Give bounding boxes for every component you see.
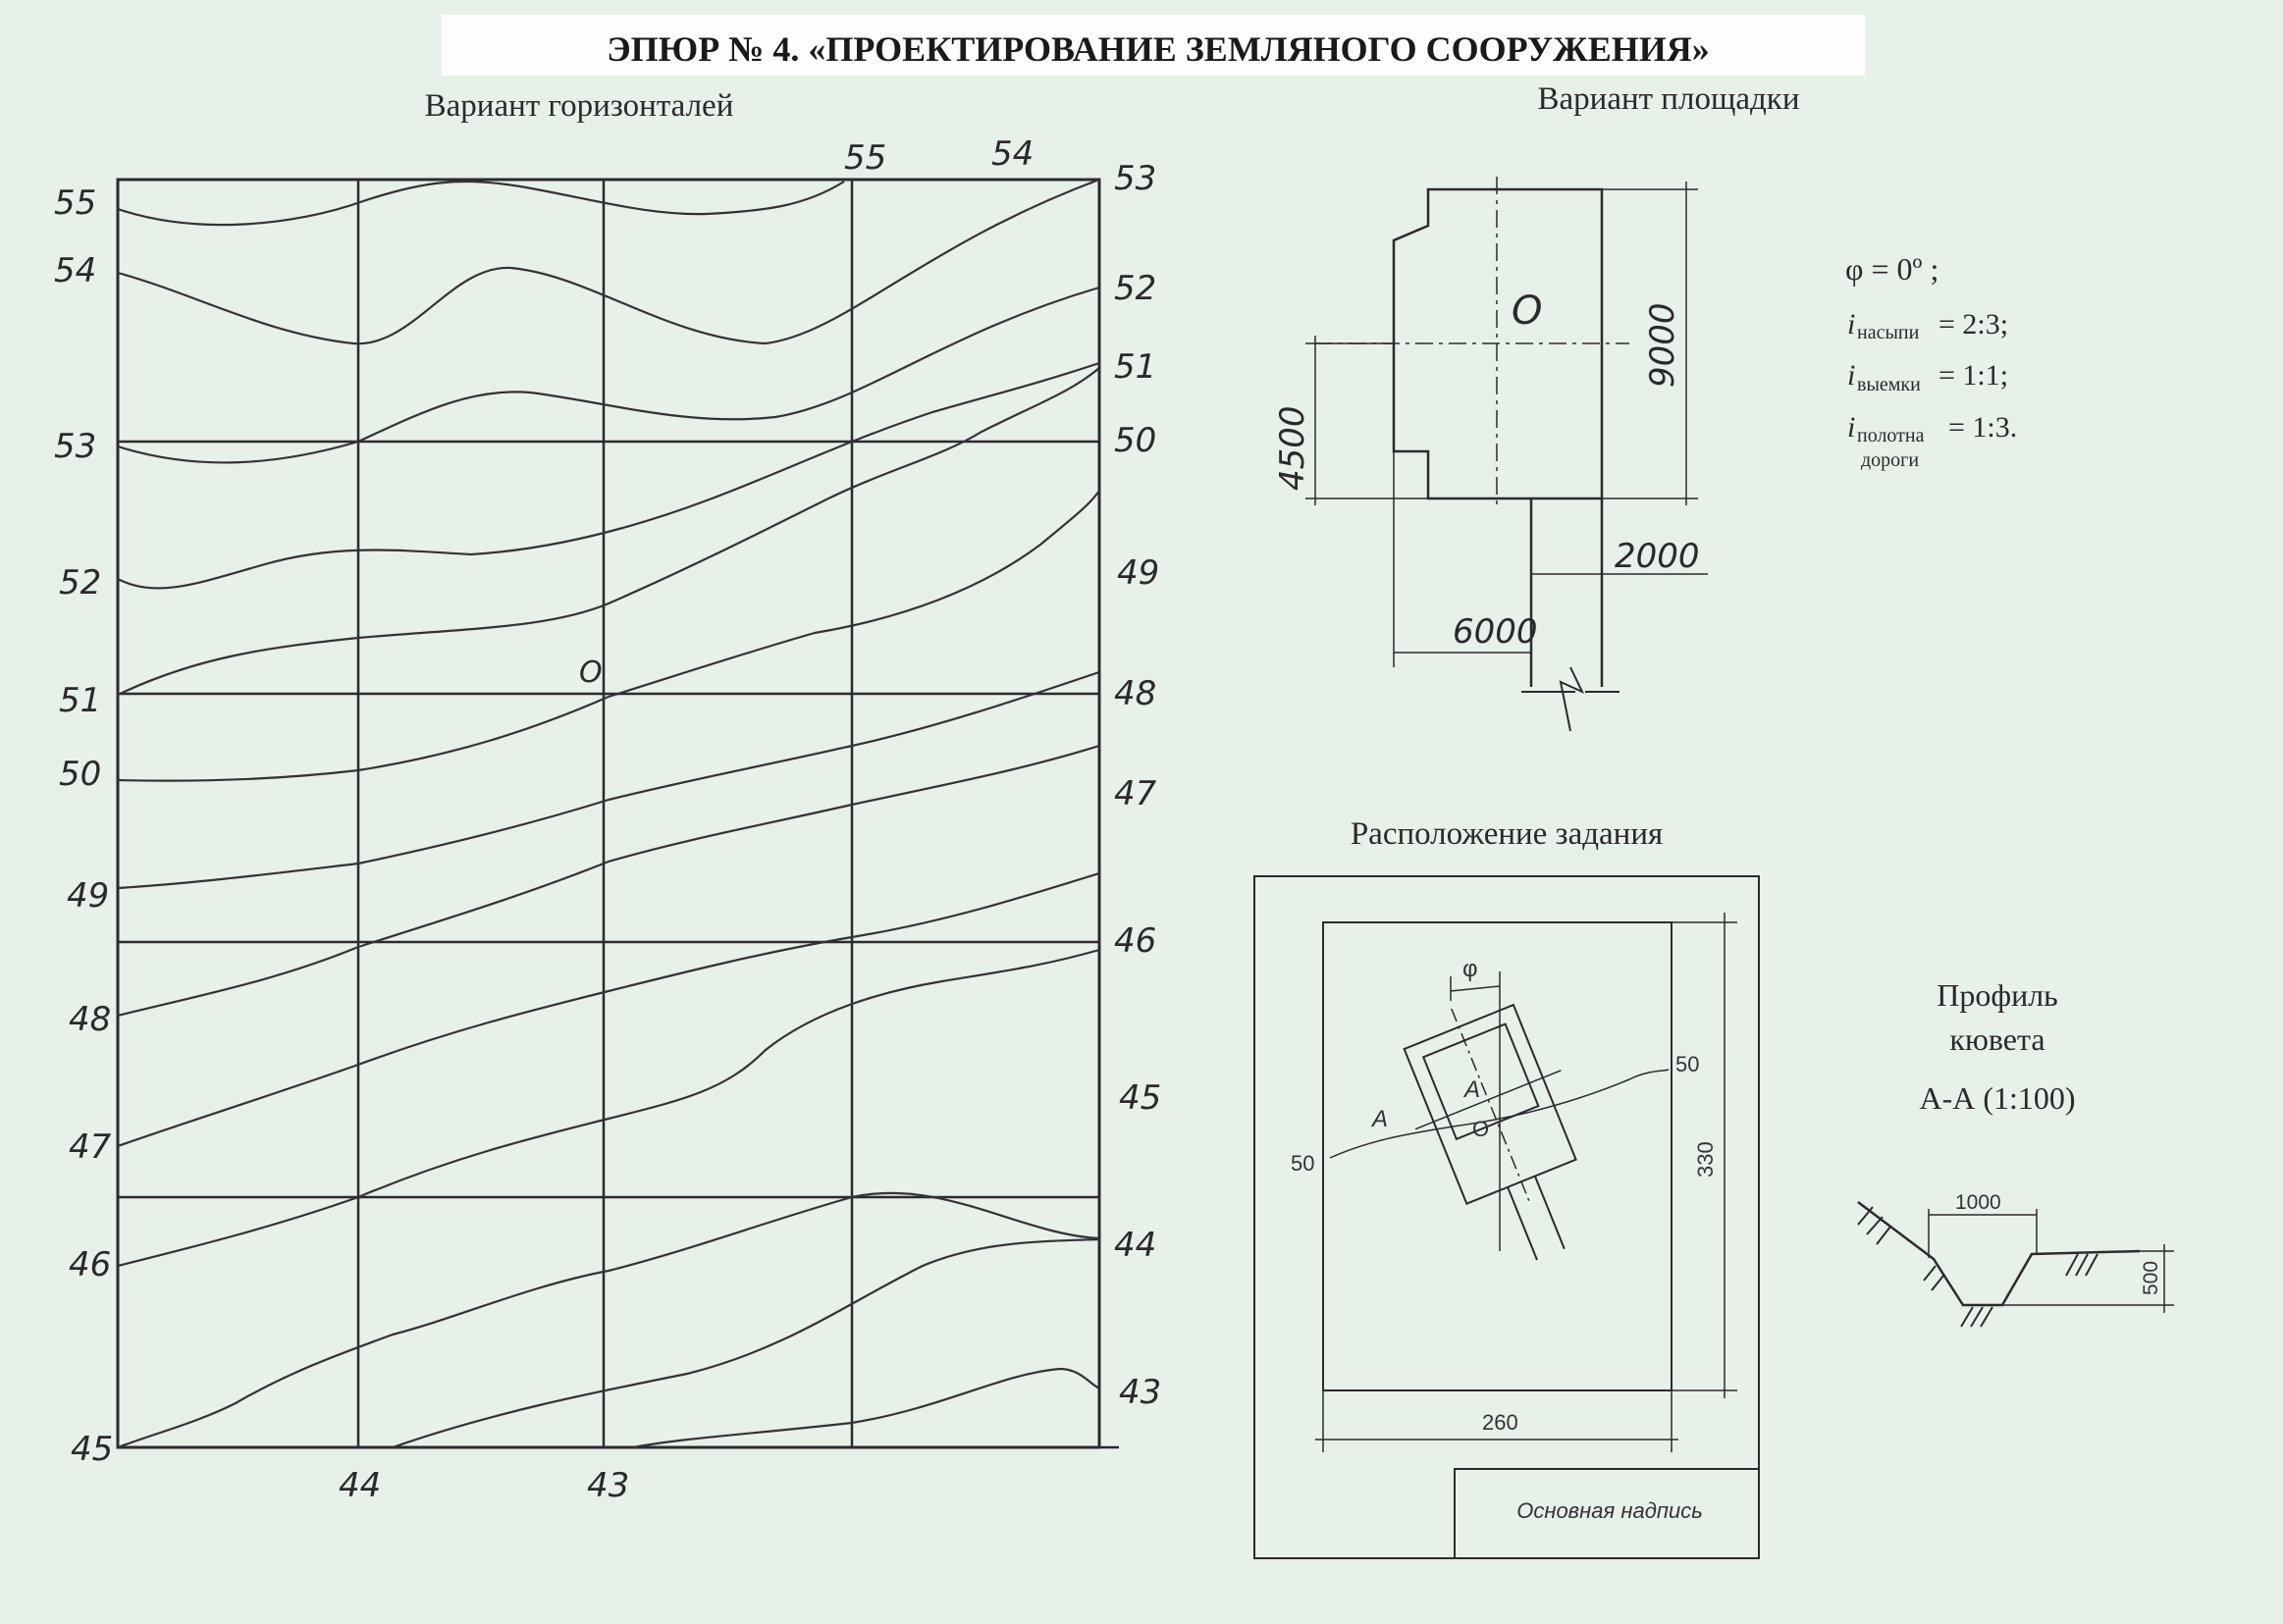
left-label: 45 xyxy=(71,1430,114,1469)
right-label: 53 xyxy=(1114,159,1157,198)
dim-9000: 9000 xyxy=(1643,302,1682,388)
right-label: 52 xyxy=(1114,269,1157,308)
right-label: 49 xyxy=(1117,553,1160,593)
left-label: 52 xyxy=(59,563,102,602)
dim-2000: 2000 xyxy=(1615,537,1700,576)
stamp-label: Основная надпись xyxy=(1516,1498,1703,1523)
phi-param: φ = 0º ; xyxy=(1845,251,1939,287)
road-value: = 1:3. xyxy=(1948,411,2018,444)
fill-sub: насыпи xyxy=(1857,322,1920,343)
road-sub-2: дороги xyxy=(1861,449,1920,471)
ditch-dim-1000: 1000 xyxy=(1955,1191,2001,1214)
cut-value: = 1:1; xyxy=(1938,359,2009,392)
layout-dim-330: 330 xyxy=(1693,1141,1718,1178)
left-label: 50 xyxy=(59,755,102,794)
section-a-1: A xyxy=(1372,1106,1389,1132)
cut-i: i xyxy=(1847,359,1856,392)
ditch-heading-3: А-А (1:100) xyxy=(1919,1080,2076,1116)
left-label: 46 xyxy=(69,1245,112,1284)
bottom-label: 44 xyxy=(339,1466,382,1505)
top-label: 54 xyxy=(991,134,1035,174)
right-label: 45 xyxy=(1119,1078,1162,1118)
layout-contour-left: 50 xyxy=(1291,1151,1315,1176)
platform-o-label: O xyxy=(1512,288,1543,334)
road-sub-1: полотна xyxy=(1857,425,1925,446)
section-a-2: A xyxy=(1464,1076,1481,1103)
left-label: 53 xyxy=(54,427,97,466)
layout-panel-heading: Расположение задания xyxy=(1350,816,1664,852)
left-label: 55 xyxy=(54,183,97,223)
left-label: 54 xyxy=(54,251,97,290)
left-label: 48 xyxy=(69,1000,112,1039)
top-label: 55 xyxy=(844,138,887,178)
cut-sub: выемки xyxy=(1857,374,1921,395)
ditch-dim-500: 500 xyxy=(2140,1260,2162,1295)
right-label: 50 xyxy=(1114,421,1157,460)
left-label: 49 xyxy=(67,876,110,916)
fill-i: i xyxy=(1847,308,1856,341)
ditch-heading-1: Профиль xyxy=(1937,977,2058,1013)
point-o-label: O xyxy=(579,655,603,690)
contour-panel-heading: Вариант горизонталей xyxy=(424,88,734,124)
bottom-label: 43 xyxy=(587,1466,630,1505)
right-label: 51 xyxy=(1114,347,1157,387)
layout-contour-right: 50 xyxy=(1675,1052,1700,1076)
sheet-title: ЭПЮР № 4. «ПРОЕКТИРОВАНИЕ ЗЕМЛЯНОГО СООРУЖЕНИЯ» xyxy=(607,29,1710,69)
dim-4500: 4500 xyxy=(1273,405,1312,491)
right-label: 46 xyxy=(1114,921,1157,961)
right-label: 43 xyxy=(1119,1373,1162,1412)
layout-phi: φ xyxy=(1462,956,1478,982)
right-label: 47 xyxy=(1114,774,1157,813)
right-label: 44 xyxy=(1114,1226,1157,1265)
ditch-heading-2: кювета xyxy=(1949,1022,2045,1057)
layout-dim-260: 260 xyxy=(1482,1410,1518,1435)
layout-o: O xyxy=(1472,1117,1490,1141)
left-label: 47 xyxy=(69,1127,112,1167)
fill-value: = 2:3; xyxy=(1938,308,2009,341)
platform-panel-heading: Вариант площадки xyxy=(1537,81,1800,117)
right-label: 48 xyxy=(1114,674,1157,713)
dim-6000: 6000 xyxy=(1453,612,1538,652)
left-label: 51 xyxy=(59,681,102,720)
road-i: i xyxy=(1847,411,1856,444)
